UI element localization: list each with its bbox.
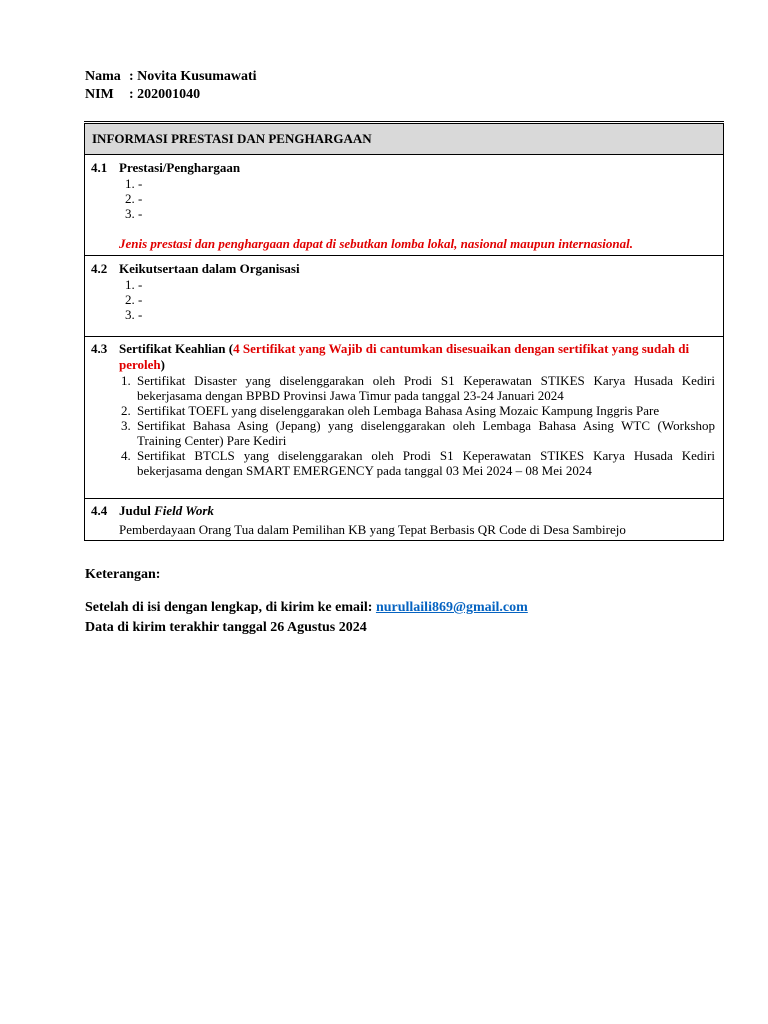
- list-item: 3. -: [125, 307, 143, 322]
- name-label: Nama: [85, 69, 121, 84]
- section-organizations: [85, 256, 724, 337]
- nim-label: NIM: [85, 87, 114, 102]
- certificate-requirement-note: 4 Sertifikat yang Wajib di cantumkan disesuaikan dengan sertifikat yang sudah di peroleh: [119, 341, 690, 372]
- item-number: 3.: [121, 418, 131, 433]
- section-title: Prestasi/Penghargaan: [119, 160, 241, 175]
- item-text: Sertifikat TOEFL yang diselenggarakan oleh Lembaga Bahasa Asing Mozaic Kampung Inggris Pare: [137, 403, 660, 418]
- submission-instructions: [85, 598, 528, 638]
- name-value: : Novita Kusumawati: [129, 69, 257, 84]
- achievement-table: [84, 121, 724, 541]
- section-number: 4.3: [91, 341, 108, 356]
- list-item: 2. -: [125, 292, 143, 307]
- certificate-list: [91, 373, 715, 478]
- list-item: [119, 373, 715, 403]
- nim-row: [85, 86, 257, 104]
- section-title: Keikutsertaan dalam Organisasi: [119, 261, 300, 276]
- list-item: [119, 418, 715, 448]
- item-number: 2.: [121, 403, 131, 418]
- section-number: 4.2: [91, 261, 108, 276]
- section-title-italic: Field Work: [154, 503, 214, 518]
- list-item: 1. -: [125, 176, 143, 191]
- list-item: 3. -: [125, 206, 143, 221]
- section-title: Sertifikat Keahlian (: [119, 341, 234, 356]
- name-row: [85, 68, 257, 86]
- organization-list: [91, 277, 715, 322]
- table-header-row: [85, 123, 724, 155]
- deadline-text: Data di kirim terakhir tanggal 26 Agustus 2024: [85, 620, 367, 635]
- achievement-note: Jenis prestasi dan penghargaan dapat di sebutkan lomba lokal, nasional maupun internasional.: [119, 236, 633, 251]
- remarks-heading: Keterangan:: [85, 567, 161, 582]
- list-item: [119, 448, 715, 478]
- section-certificates: [85, 337, 724, 499]
- list-item: 1. -: [125, 277, 143, 292]
- table-header: INFORMASI PRESTASI DAN PENGHARGAAN: [85, 123, 724, 155]
- item-number: 1.: [121, 373, 131, 388]
- section-achievements: [85, 155, 724, 256]
- achievement-list: [91, 176, 715, 221]
- section-title-close: ): [160, 357, 165, 372]
- item-text: Sertifikat BTCLS yang diselenggarakan oleh Prodi S1 Keperawatan STIKES Karya Husada Kediri bekerjasama dengan SMART EMERGENCY pada tanggal 03 Mei 2024 – 08 Mei 2024: [137, 448, 715, 478]
- section-number: 4.1: [91, 160, 108, 175]
- field-work-title: Pemberdayaan Orang Tua dalam Pemilihan KB yang Tepat Berbasis QR Code di Desa Sambirejo: [119, 522, 626, 537]
- list-item: [119, 403, 715, 418]
- student-identity: [85, 68, 257, 104]
- section-field-work: [85, 499, 724, 541]
- item-text: Sertifikat Disaster yang diselenggarakan oleh Prodi S1 Keperawatan STIKES Karya Husada Kediri bekerjasama dengan BPBD Provinsi Jawa Timur pada tanggal 23-24 Januari 2024: [137, 373, 715, 403]
- nim-value: : 202001040: [129, 87, 201, 102]
- item-text: Sertifikat Bahasa Asing (Jepang) yang diselenggarakan oleh Lembaga Bahasa Asing WTC (Workshop Training Center) Pare Kediri: [137, 418, 715, 448]
- list-item: 2. -: [125, 191, 143, 206]
- section-number: 4.4: [91, 503, 108, 518]
- send-instruction-text: Setelah di isi dengan lengkap, di kirim ke email:: [85, 600, 376, 615]
- email-link[interactable]: nurullaili869@gmail.com: [375, 600, 528, 615]
- section-title: Judul: [119, 503, 155, 518]
- item-number: 4.: [121, 448, 131, 463]
